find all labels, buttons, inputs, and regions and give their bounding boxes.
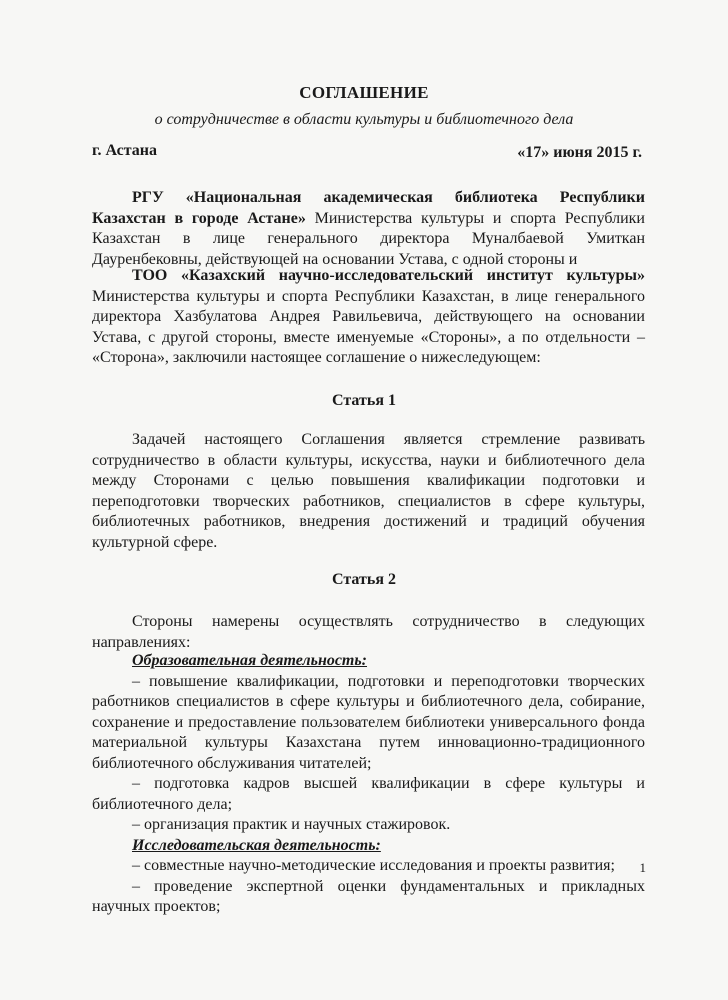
party1-name: РГУ «Национальная академическая библиотека Республики Казахстан в городе Астане» [92,189,645,227]
list-item: – организация практик и научных стажировок. [132,816,451,833]
city-label: г. Астана [92,142,157,159]
list-item: – совместные научно-методические исследования и проекты развития; [132,857,615,874]
document-subtitle: о сотрудничестве в области культуры и библиотечного дела [154,111,574,128]
party2-name: ТОО «Казахский научно-исследовательский институт культуры» [132,267,645,284]
article2-intro: Стороны намерены осуществлять сотрудничество в следующих направлениях: [92,613,645,651]
list-item: – проведение экспертной оценки фундаментальных и прикладных научных проектов; [92,877,645,915]
section2-title: Исследовательская деятельность: [132,836,381,854]
section1-title: Образовательная деятельность: [132,652,368,669]
list-item: – повышение квалификации, подготовки и переподготовки творческих работников специалистов в сфере культуры и библиотечного дела, собирание, сохранение и предоставление пользователем библиотеки универсального фонда материальной культуры Казахстана путем инновационно-традиционного библиотечного обслуживания читателей; [92,672,645,772]
article2-list [92,651,645,918]
article2-heading: Статья 2 [332,571,396,588]
page-number: 1 [639,860,646,875]
preamble-party1 [92,188,645,270]
date-label: «17» июня 2015 г. [517,144,642,161]
document-title: СОГЛАШЕНИЕ [299,83,429,102]
preamble-party2 [92,266,645,369]
party2-text: Министерства культуры и спорта Республики Казахстан, в лице генерального директора Хазбулатова Андрея Равильевича, действующего на основании Устава, с другой стороны, вместе именуемые «Стороны», а по отдельности – «Сторона», заключили настоящее соглашение о нижеследующем: [92,287,645,366]
article1-text: Задачей настоящего Соглашения является стремление развивать сотрудничество в области культуры, искусства, науки и библиотечного дела между Сторонами с целью повышения квалификации подготовки и переподготовки творческих работников, специалистов в сфере культуры, библиотечных работников, внедрения достижений и традиций обучения культурной сфере. [92,431,645,551]
list-item: – подготовка кадров высшей квалификации в сфере культуры и библиотечного дела; [92,775,645,813]
party1-text: Министерства культуры и спорта Республики Казахстан в лице генерального директора Муналбаевой Умиткан Дауренбековны, действующей на основании Устава, с одной стороны и [92,209,645,268]
article1-heading: Статья 1 [332,392,396,409]
